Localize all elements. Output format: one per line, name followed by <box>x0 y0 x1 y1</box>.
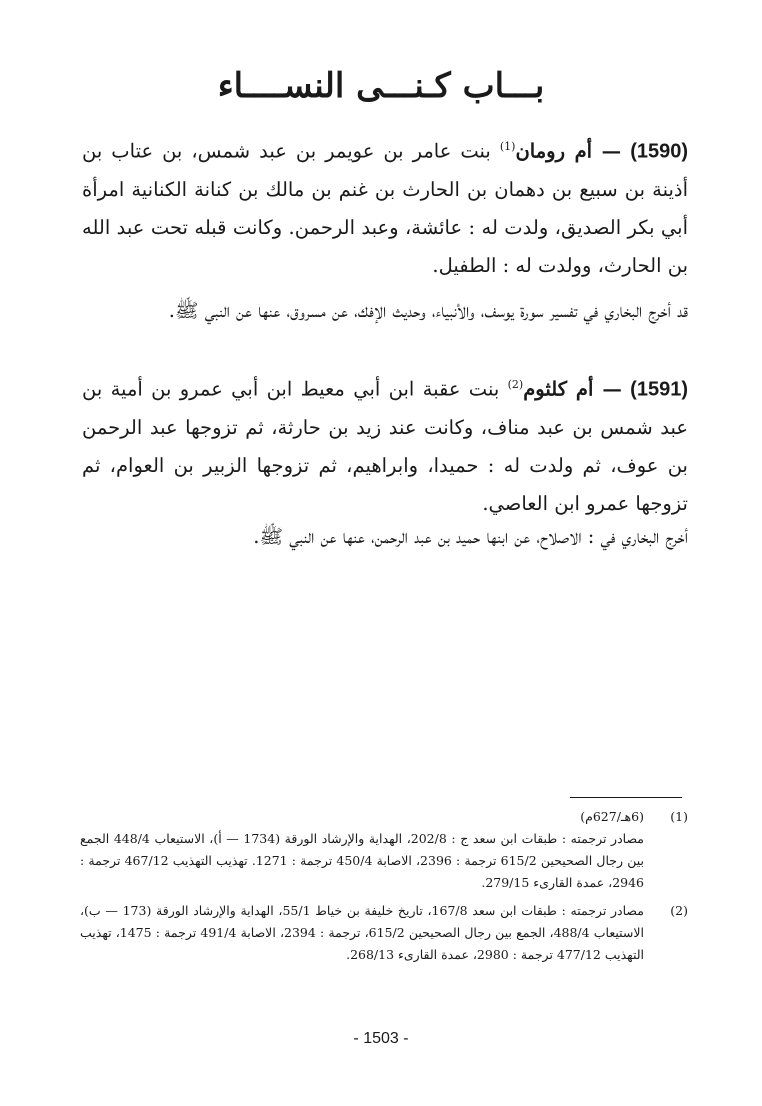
entry-1590-body <box>82 128 688 285</box>
footnote-number: (1) <box>670 809 688 824</box>
footnote-line: مصادر ترجمته : طبقات ابن سعد ج : 202/8، الهداية والإرشاد الورقة (1734 — أ)، الاستيعاب 448/4 الجمع بين رجال الصحيحين 615/2 ترجمة : 2396، الاصابة 450/4 ترجمة : 1271. تهذيب التهذيب 467/12 ترجمة : 2946، عمدة القارىء 279/15. <box>80 831 645 890</box>
entry-1591 <box>82 366 688 523</box>
source-text: قد أخرج البخاري في تفسير سورة يوسف، والأنبياء، وحديث الإفك، عن مسروق، عنها عن النبي ﷺ. <box>168 299 688 322</box>
entry-number: (1590) <box>630 140 689 163</box>
entry-text: بنت عقبة ابن أبي معيط ابن أبي عمرو بن أمية بن عبد شمس بن عبد مناف، وكانت عند زيد بن حارثة، ثم تزوجها عبد الرحمن بن عوف، ثم ولدت له : حميدا، وابراهيم، ثم تزوجها الزبير بن العوام، ثم تزوجها عمرو ابن العاصي. <box>82 377 688 515</box>
footnote-ref: (2) <box>507 378 524 391</box>
footnote-ref: (1) <box>499 140 516 153</box>
footnotes <box>80 806 688 972</box>
footnote-divider <box>570 797 682 798</box>
footnote-1 <box>80 806 688 894</box>
entry-1591-source <box>82 518 688 556</box>
source-text: أخرج البخاري في : الاصلاح، عن ابنها حميد بن عبد الرحمن، عنها عن النبي ﷺ. <box>253 525 688 548</box>
page-number: - 1503 - <box>353 1030 409 1047</box>
footnote-line: مصادر ترجمته : طبقات ابن سعد 167/8، تاريخ خليفة بن خياط 55/1، الهداية والإرشاد الورقة (173 — ب)، الاستيعاب 488/4، الجمع بين رجال الصحيحين 615/2، ترجمة : 2394، الاصابة 491/4 ترجمة : 1475، تهذيب التهذيب 477/12 ترجمة : 2980، عمدة القارىء 268/13. <box>80 903 645 962</box>
chapter-title: بـــاب كـنـــى النســــاء <box>217 66 545 106</box>
footnote-line: (6هـ/627م) <box>580 809 644 824</box>
entry-text: بنت عامر بن عويمر بن عبد شمس، بن عتاب بن أذينة بن سبيع بن دهمان بن الحارث بن غنم بن مالك بن كنانة الكنانية امرأة أبي بكر الصديق، ولدت له : عائشة، وعبد الرحمن. وكانت قبله تحت عبد الله بن الحارث، وولدت له : الطفيل. <box>82 139 688 277</box>
footnote-2 <box>80 900 688 966</box>
entry-1590-source <box>82 292 688 330</box>
entry-1591-body <box>82 366 688 523</box>
entry-number: (1591) <box>630 378 689 401</box>
entry-1590 <box>82 128 688 285</box>
entry-name: — أم رومان <box>515 139 622 163</box>
entry-name: — أم كلثوم <box>523 377 622 401</box>
footnote-number: (2) <box>670 903 688 918</box>
